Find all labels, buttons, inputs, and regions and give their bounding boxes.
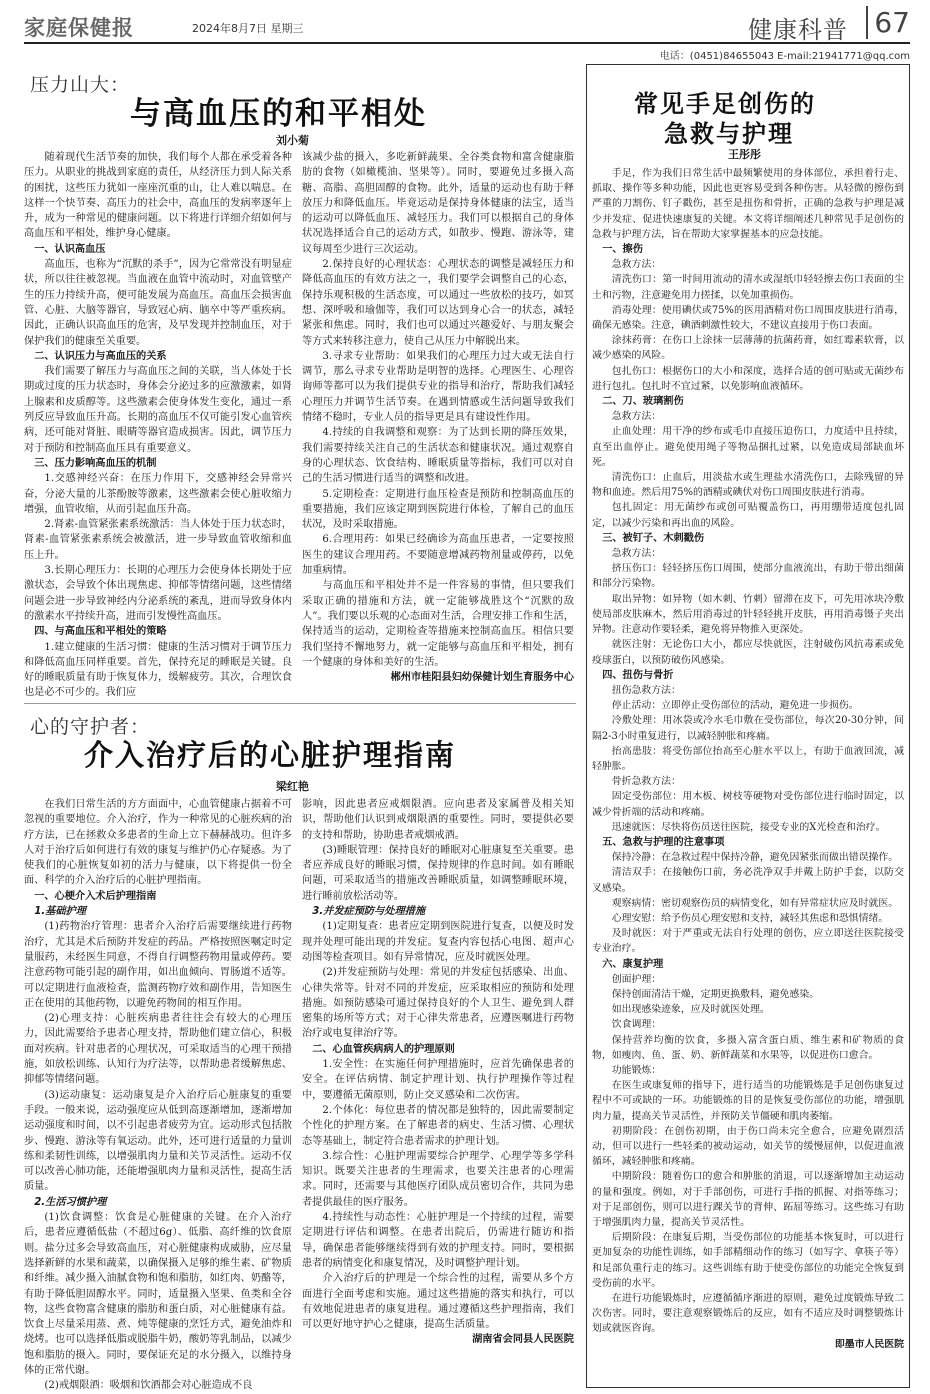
subheading: 二、刀、玻璃割伤 xyxy=(602,396,684,408)
article3-title-line1: 常见手足创伤的 xyxy=(634,89,816,118)
paragraph: 涂抹药膏：在伤口上涂抹一层薄薄的抗菌药膏，如红霉素软膏，以减少感染的风险。 xyxy=(592,335,904,362)
subheading: 3.并发症预防与处理措施 xyxy=(312,906,426,918)
paragraph: (2)心理支持：心脏疾病患者往往会有较大的心理压力，因此需要给予患者心理支持，帮助他们建立信心，积极面对疾病。针对患者的心理状况，可采取适当的心理干预措施，如放松训练、认知行为疗法等，以帮助患者缓解焦虑、抑郁等情绪问题。 xyxy=(24,1013,292,1086)
paragraph: 该减少盐的摄入，多吃新鲜蔬果、全谷类食物和富含健康脂肪的食物（如橄榄油、坚果等）。同时，要避免过多摄入高糖、高脂、高胆固醇的食物。此外，适量的运动也有助于释放压力和降低血压。毕竟运动是保持身体健康的法宝，适当的运动可以降低血压、减轻压力。我们可以根据自己的身体状况选择适合自己的运动方式，如散步、慢跑、游泳等，建议每周至少进行三次运动。 xyxy=(302,152,574,255)
contact-info: 电话：(0451)84655043 E-mail:21941771@qq.com xyxy=(659,51,910,62)
paragraph: 冷敷处理：用冰袋或冷水毛巾敷在受伤部位，每次20-30分钟，间隔2-3小时重复进行，以减轻肿胀和疼痛。 xyxy=(592,715,904,742)
paragraph: 挤压伤口：轻轻挤压伤口周围，使部分血液流出，有助于带出细菌和部分污染物。 xyxy=(592,563,904,590)
paragraph: 固定受伤部位：用木板、树枝等硬物对受伤部位进行临时固定，以减少骨折端的活动和疼痛。 xyxy=(592,791,904,818)
paragraph: 介入治疗后的护理是一个综合性的过程，需要从多个方面进行全面考虑和实施。通过这些措施的落实和执行，可以有效地促进患者的康复进程。通过遵循这些护理指南，我们可以更好地守护心之健康，提高生活质量。 xyxy=(302,1273,574,1331)
paragraph: 如出现感染迹象，应及时就医处理。 xyxy=(611,1004,770,1016)
article1-author: 刘小菊 xyxy=(276,134,309,147)
subheading: 一、心梗介入术后护理指南 xyxy=(34,890,157,902)
paragraph: 饮食调理： xyxy=(611,1019,662,1031)
article1-title: 与高血压的和平相处 xyxy=(130,96,427,132)
paragraph: 3.长期心理压力：长期的心理压力会使身体长期处于应激状态，会导致个体出现焦虑、抑郁等情绪问题，这些情绪问题会进一步导致神经内分泌系统的紊乱，进而导致身体内的激素水平持续升高，进而引发慢性高血压。 xyxy=(24,565,292,622)
paragraph: 抬高患肢：将受伤部位抬高至心脏水平以上，有助于血液回流，减轻肿胀。 xyxy=(592,745,904,772)
paragraph: 与高血压和平相处并不是一件容易的事情，但只要我们采取正确的措施和方法，就一定能够战胜这个“沉默的敌人”。我们要以乐观的心态面对生活，合理安排工作和生活，保持适当的运动，定期检查等措施来控制高血压。相信只要我们坚持不懈地努力，就一定能够与高血压和平相处，拥有一个健康的身体和美好的生活。 xyxy=(302,580,574,668)
subheading: 1.基础护理 xyxy=(34,906,86,918)
paragraph: 观察病情：密切观察伤员的病情变化，如有异常症状应及时就医。 xyxy=(611,897,899,909)
subheading: 一、认识高血压 xyxy=(34,243,106,255)
article2-kicker: 心的守护者： xyxy=(30,716,151,738)
paragraph: 急救方法： xyxy=(611,548,662,560)
subheading: 二、认识压力与高血压的关系 xyxy=(34,350,167,362)
paragraph: 清洗伤口：止血后，用淡盐水或生理盐水清洗伤口，去除残留的异物和血迹。然后用75%的酒精或碘伏对伤口周围皮肤进行消毒。 xyxy=(592,472,904,499)
source-affiliation: 郴州市桂阳县妇幼保健计划生育服务中心 xyxy=(390,672,574,684)
paragraph: 在医生或康复师的指导下，进行适当的功能锻炼是手足创伤康复过程中不可或缺的一环。功能锻炼的目的是恢复受伤部位的功能，增强肌肉力量，提高关节灵活性，并预防关节僵硬和肌肉萎缩。 xyxy=(592,1080,904,1122)
article2-column-1 xyxy=(24,797,292,1392)
paragraph: 保持冷静：在急救过程中保持冷静，避免因紧张而做出错误操作。 xyxy=(611,852,899,864)
paragraph: 取出异物：如异物（如木刺、竹刺）留滞在皮下，可先用冰块冷敷使局部皮肤麻木，然后用消毒过的针轻轻挑开皮肤，再用消毒镊子夹出异物。注意动作要轻柔，避免将异物推入更深处。 xyxy=(592,593,904,636)
subheading: 二、心血管疾病病人的护理原则 xyxy=(312,1043,455,1055)
paragraph: 2.个体化：每位患者的情况都是独特的，因此需要制定个性化的护理方案。在了解患者的病史、生活习惯、心理状态等基础上，制定符合患者需求的护理计划。 xyxy=(302,1104,574,1147)
paragraph: 消毒处理：使用碘伏或75%的医用酒精对伤口周围皮肤进行消毒，确保无感染。注意，碘酒刺激性较大，不建议直接用于伤口表面。 xyxy=(592,304,904,332)
paragraph: (1)药物治疗管理：患者介入治疗后需要继续进行药物治疗，尤其是术后预防并发症的药品。严格按照医嘱定时定量服药，未经医生同意，不得自行调整药物用量或停药。要注意药物可能引起的副作用，如出血倾向、胃肠道不适等。可以定期进行血液检查，监测药物疗效和副作用，告知医生正在使用的其他药物，以避免药物间的相互作用。 xyxy=(24,921,292,1009)
paragraph: 1.安全性：在实施任何护理措施时，应首先确保患者的安全。在评估病情、制定护理计划、执行护理操作等过程中，要遵循无菌原则，防止交叉感染和二次伤害。 xyxy=(302,1059,574,1101)
article2-column-2 xyxy=(302,797,574,1389)
subheading: 五、急救与护理的注意事项 xyxy=(602,836,725,848)
paragraph: 5.定期检查：定期进行血压检查是预防和控制高血压的重要措施，我们应该定期到医院进行体检，了解自己的血压状况，及时采取措施。 xyxy=(302,488,574,531)
page-header xyxy=(24,6,910,44)
article3-title-line2: 急救与护理 xyxy=(664,119,794,148)
paragraph: 骨折急救方法： xyxy=(611,776,681,788)
paragraph: 止血处理：用干净的纱布或毛巾直接压迫伤口，力度适中且持续，直至出血停止。避免使用绳子等物品捆扎过紧，以免造成局部缺血坏死。 xyxy=(592,426,904,468)
article1-kicker: 压力山大： xyxy=(30,74,131,96)
article2-title: 介入治疗后的心脏护理指南 xyxy=(84,738,457,772)
paragraph: 迅速就医：尽快将伤员送往医院，接受专业的X光检查和治疗。 xyxy=(611,821,886,833)
subheading: 一、擦伤 xyxy=(602,244,643,256)
subheading: 四、与高血压和平相处的策略 xyxy=(34,626,167,638)
article1-column-1 xyxy=(24,150,292,699)
paragraph: 手足，作为我们日常生活中最频繁使用的身体部位，承担着行走、抓取、操作等多种功能，因此也更容易受到各种伤害。从轻微的擦伤到严重的刀割伤、钉子戳伤，甚至是扭伤和骨折，正确的急救与护理是减少并发症、促进快速康复的关键。本文将详细阐述几种常见手足创伤的急救与护理方法，旨在帮助大家掌握基本的应急技能。 xyxy=(592,168,904,240)
paragraph: 在进行功能锻炼时，应遵循循序渐进的原则，避免过度锻炼导致二次伤害。同时，要注意观察锻炼后的反应，如有不适应及时调整锻炼计划或就医咨询。 xyxy=(592,1293,904,1335)
paragraph: 3.寻求专业帮助：如果我们的心理压力过大或无法自行调节，那么寻求专业帮助是明智的选择。心理医生、心理咨询师等都可以为我们提供专业的指导和治疗，帮助我们减轻心理压力并调节生活节奏。在遇到情感或生活问题导致我们情绪不稳时，专业人员的指导更是具有建设性作用。 xyxy=(302,350,574,424)
paragraph: (3)运动康复：运动康复是介入治疗后心脏康复的重要手段。一般来说，运动强度应从低到高逐渐增加，逐渐增加运动强度和时间，以不引起患者疲劳为宜。运动形式包括散步、慢跑、游泳等有氧运动。此外，还可进行适量的力量训练和柔韧性训练，以增强肌肉力量和关节灵活性。运动不仅可以改善心肺功能，还能增强肌肉力量和灵活性，提高生活质量。 xyxy=(24,1089,292,1193)
paragraph: 急救方法： xyxy=(611,411,662,423)
paragraph: 高血压，也称为“沉默的杀手”，因为它常常没有明显症状，所以往往被忽视。当血液在血管中流动时，对血管壁产生的压力持续升高，便可能发展为高血压。高血压会损害血管、心脏、大脑等器官，导致冠心病、脑卒中等严重疾病。因此，正确认识高血压的危害，及早发现并控制血压，对于保护我们的健康至关重要。 xyxy=(24,259,292,347)
paragraph: 包扎伤口：根据伤口的大小和深度，选择合适的创可贴或无菌纱布进行包扎。包扎时不宜过紧，以免影响血液循环。 xyxy=(592,365,904,392)
paragraph: 随着现代生活节奏的加快，我们每个人都在承受着各种压力。从职业的挑战到家庭的责任，从经济压力到人际关系的困扰，这些压力犹如一座座沉重的山，让人难以喘息。在这样一个快节奏、高压力的社会中，高血压的发病率逐年上升，成为一种常见的健康问题。以下将进行详细介绍如何与高血压和平相处，维护身心健康。 xyxy=(24,152,292,240)
article1-column-2 xyxy=(302,150,574,690)
source-affiliation: 即墨市人民医院 xyxy=(834,1338,904,1350)
paragraph: 2.保持良好的心理状态：心理状态的调整是减轻压力和降低高血压的有效方法之一，我们要学会调整自己的心态，保持乐观积极的生活态度，可以通过一些放松的技巧，如冥想、深呼吸和瑜伽等，我们可以达到身心合一的状态，减轻紧张和焦虑。同时，我们也可以通过兴趣爱好、与朋友聚会等方式来转移注意力，使自己从压力中解脱出来。 xyxy=(302,259,574,347)
paragraph: 扭伤急救方法： xyxy=(611,684,681,696)
paragraph: 心理安慰：给予伤员心理安慰和支持，减轻其焦虑和恐惧情绪。 xyxy=(611,912,889,924)
paragraph: 初期阶段：在创伤初期，由于伤口尚未完全愈合，应避免剧烈活动，但可以进行一些轻柔的被动运动，如关节的缓慢屈伸，以促进血液循环，减轻肿胀和疼痛。 xyxy=(592,1125,904,1168)
article3-author: 王彤彤 xyxy=(728,148,761,161)
section-name: 健康科普 xyxy=(748,16,848,44)
paragraph: (1)定期复查：患者应定期到医院进行复查，以便及时发现并处理可能出现的并发症。复查内容包括心电图、超声心动图等检查项目。如有异常情况，应及时就医处理。 xyxy=(302,921,574,963)
page-number: 67 xyxy=(866,6,910,39)
paragraph: 清洁双手：在接触伤口前，务必洗净双手并戴上防护手套，以防交叉感染。 xyxy=(592,867,904,894)
paragraph: 1.建立健康的生活习惯：健康的生活习惯对于调节压力和降低高血压同样重要。首先，保持充足的睡眠是关键。良好的睡眠质量有助于恢复体力，缓解疲劳。其次，合理饮食也是必不可少的。我们应 xyxy=(24,641,292,699)
subheading: 三、压力影响高血压的机制 xyxy=(34,457,157,469)
paragraph: (3)睡眠管理：保持良好的睡眠对心脏康复至关重要。患者应养成良好的睡眠习惯，保持规律的作息时间。如有睡眠问题，可采取适当的措施改善睡眠质量，如调整睡眠环境，进行睡前放松活动等。 xyxy=(302,844,574,902)
paragraph: 及时就医：对于严重或无法自行处理的创伤，应立即送往医院接受专业治疗。 xyxy=(592,928,904,955)
paragraph: 功能锻炼： xyxy=(611,1064,662,1076)
subheading: 四、扭伤与骨折 xyxy=(602,669,674,681)
source-affiliation: 湖南省会同县人民医院 xyxy=(472,1334,574,1346)
paragraph: 6.合理用药：如果已经确诊为高血压患者，一定要按照医生的建议合理用药。不要随意增减药物剂量或停药，以免加重病情。 xyxy=(302,534,574,577)
paragraph: (1)饮食调整：饮食是心脏健康的关键。在介入治疗后，患者应遵循低盐（不超过6g）、低脂、高纤维的饮食原则。盐分过多会导致高血压，对心脏健康构成威胁，应尽量选择新鲜的水果和蔬菜，以确保摄入足够的维生素、矿物质和纤维。减少摄入油腻食物和饱和脂肪，如红肉、奶酪等，有助于降低胆固醇水平。同时，适量摄入坚果、鱼类和全谷物，这些食物富含健康的脂肪和蛋白质，对心脏健康有益。饮食上尽量采用蒸、煮、炖等健康的烹饪方式，避免油炸和烧烤。也可以选择低脂或脱脂牛奶，酸奶等乳制品，以减少饱和脂肪的摄入。同时，要保证充足的水分摄入，以维持身体的正常代谢。 xyxy=(24,1212,292,1376)
paragraph: 影响，因此患者应戒烟限酒。应向患者及家属普及相关知识，帮助他们认识到戒烟限酒的重要性。同时，要提供必要的支持和帮助，协助患者戒烟戒酒。 xyxy=(302,799,574,841)
paragraph: 中期阶段：随着伤口的愈合和肿胀的消退，可以逐渐增加主动运动的量和强度。例如，对于手部创伤，可进行手指的抓握、对指等练习；对于足部创伤，则可以进行踝关节的背伸、跖屈等练习。这些练习有助于增强肌肉力量，提高关节灵活性。 xyxy=(592,1171,904,1229)
issue-date: 2024年8月7日 星期三 xyxy=(192,22,304,35)
paragraph: 后期阶段：在康复后期，当受伤部位的功能基本恢复时，可以进行更加复杂的功能性训练，如手部精细动作的练习（如写字、拿筷子等）和足部负重行走的练习。这些训练有助于使受伤部位的功能完全恢复到受伤前的水平。 xyxy=(592,1232,904,1289)
masthead: 家庭保健报 xyxy=(24,16,134,40)
paragraph: (2)戒烟限酒：吸烟和饮酒都会对心脏造成不良 xyxy=(44,1380,253,1392)
article2-author: 梁红艳 xyxy=(276,780,309,793)
article3-column xyxy=(592,166,904,1384)
paragraph: 在我们日常生活的方方面面中，心血管健康占据着不可忽视的重要地位。介入治疗，作为一种常见的心脏疾病的治疗方法，已在拯救众多患者的生命上立下赫赫战功。但许多人对于治疗后如何进行有效的康复与维护仍心存疑惑。为了使我们的心脏恢复如初的活力与健康，以下将提供一份全面、科学的介入治疗后的心脏护理指南。 xyxy=(24,799,292,887)
subheading: 2.生活习惯护理 xyxy=(34,1196,107,1208)
paragraph: 1.交感神经兴奋：在压力作用下，交感神经会异常兴奋，分泌大量的儿茶酚胺等激素，这些激素会使心脏收缩力增强，血管收缩，从而引起血压升高。 xyxy=(24,473,292,515)
subheading: 六、康复护理 xyxy=(602,958,664,970)
divider xyxy=(24,703,576,704)
paragraph: 4.持续性与动态性：心脏护理是一个持续的过程，需要定期进行评估和调整。在患者出院后，仍需进行随访和指导，确保患者能够继续得到有效的护理支持。同时，要根据患者的病情变化和康复情况，及时调整护理计划。 xyxy=(302,1212,574,1269)
paragraph: 包扎固定：用无菌纱布或创可贴覆盖伤口，再用绷带适度包扎固定，以减少污染和再出血的风险。 xyxy=(592,502,904,529)
paragraph: 我们需要了解压力与高血压之间的关联，当人体处于长期或过度的压力状态时，身体会分泌过多的应激激素，如肾上腺素和皮质醇等。这些激素会使身体发生变化，通过一系列反应导致血压升高。长期的高血压不仅可能引发心血管疾病，还可能对肾脏、眼睛等器官造成损害。因此，调节压力对于预防和控制高血压具有重要意义。 xyxy=(24,366,292,454)
paragraph: 清洗伤口：第一时间用流动的清水或湿纸巾轻轻擦去伤口表面的尘土和污物，注意避免用力搓揉，以免加重损伤。 xyxy=(592,274,904,301)
paragraph: 停止活动：立即停止受伤部位的活动，避免进一步损伤。 xyxy=(611,700,859,712)
paragraph: 2.肾素-血管紧张素系统激活：当人体处于压力状态时，肾素-血管紧张素系统会被激活，进一步导致血管收缩和血压上升。 xyxy=(24,519,292,561)
paragraph: 创面护理： xyxy=(611,973,662,985)
paragraph: 4.持续的自我调整和观察：为了达到长期的降压效果，我们需要持续关注自己的生活状态和健康状况。通过观察自身的心理状态、饮食结构、睡眠质量等指标，我们可以对自己的生活习惯进行适当的调整和改进。 xyxy=(302,427,574,485)
paragraph: 就医注射：无论伤口大小，都应尽快就医，注射破伤风抗毒素或免疫球蛋白，以预防破伤风感染。 xyxy=(592,639,904,666)
paragraph: 保持营养均衡的饮食，多摄入富含蛋白质、维生素和矿物质的食物，如瘦肉、鱼、蛋、奶、新鲜蔬菜和水果等，以促进伤口愈合。 xyxy=(592,1034,904,1061)
subheading: 三、被钉子、木刺戳伤 xyxy=(602,532,705,544)
paragraph: 急救方法： xyxy=(611,259,662,271)
paragraph: (2)并发症预防与处理：常见的并发症包括感染、出血、心律失常等。针对不同的并发症，应采取相应的预防和处理措施。如预防感染可通过保持良好的个人卫生、避免到人群密集的场所等方式；对于心律失常患者，应遵医嘱进行药物治疗或电复律治疗等。 xyxy=(302,967,574,1040)
paragraph: 3.综合性：心脏护理需要综合护理学、心理学等多学科知识。既要关注患者的生理需求，也要关注患者的心理需求。同时，还需要与其他医疗团队成员密切合作，共同为患者提供最佳的医疗服务。 xyxy=(302,1150,574,1208)
paragraph: 保持创面清洁干燥，定期更换敷料，避免感染。 xyxy=(611,988,820,1000)
